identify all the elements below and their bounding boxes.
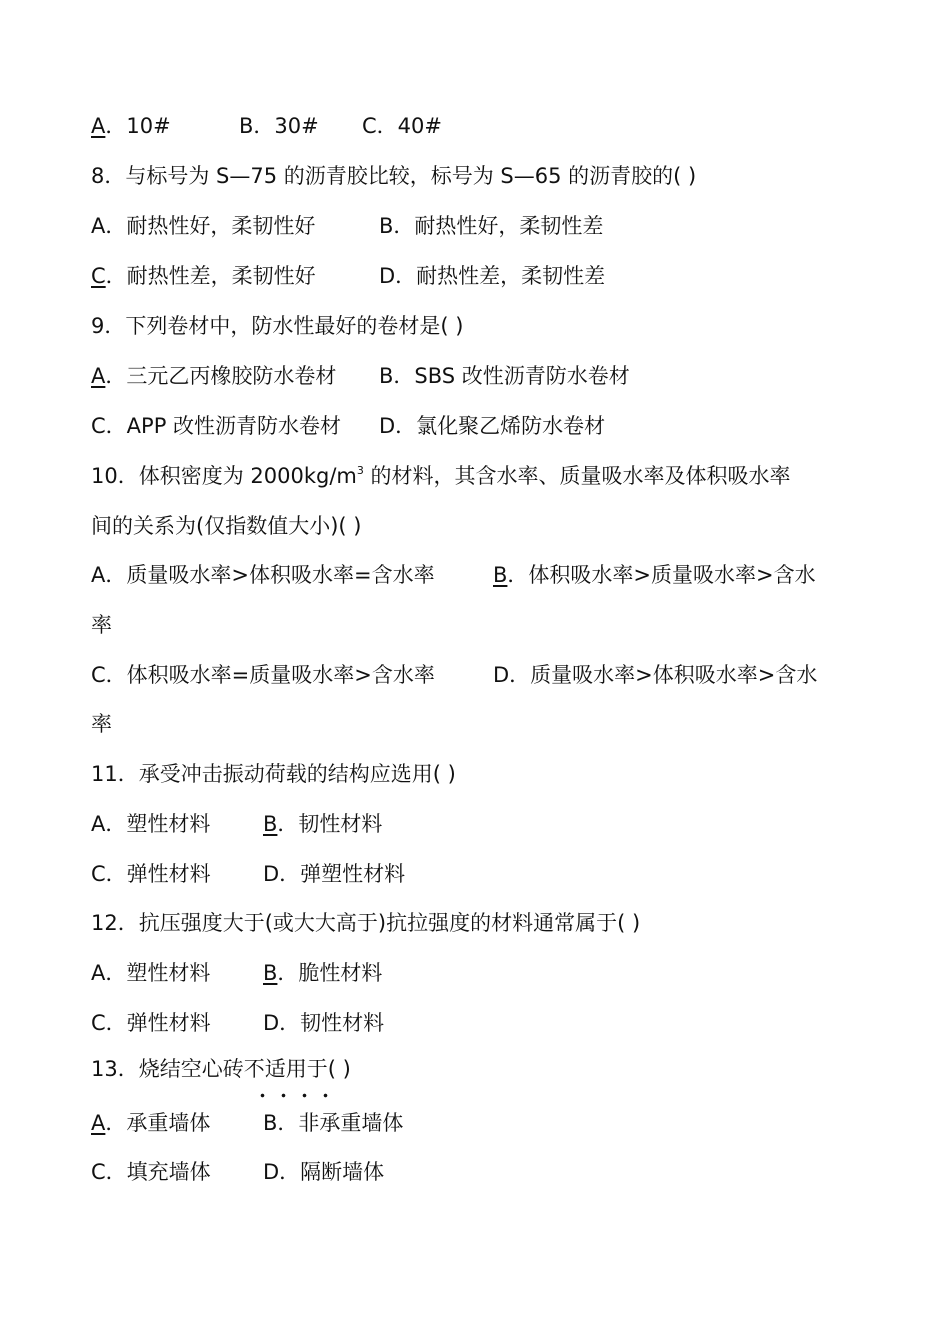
q11-option-c: C．弹性材料 <box>91 862 211 886</box>
q8-option-a: A．耐热性好，柔韧性好 <box>91 214 316 238</box>
q7-answer-letter: A <box>91 114 106 138</box>
q7-option-a: A．10# <box>91 114 171 138</box>
q10-option-d-wrap: 率 <box>91 712 112 736</box>
q9-option-b: B．SBS 改性沥青防水卷材 <box>379 364 630 388</box>
q11-options-ab <box>91 807 383 841</box>
q12-option-c: C．弹性材料 <box>91 1011 211 1035</box>
q10-option-b: B．体积吸水率>质量吸水率>含水 <box>493 563 816 587</box>
q13-stem: 13．烧结空心砖不适用于( ) <box>91 1052 351 1086</box>
q8-options-cd <box>91 259 606 293</box>
q10-stem: 10．体积密度为 $2000kg/m^3$ 的材料，其含水率、质量吸水率及体积吸水率 <box>91 464 791 488</box>
q10-stem-line2: 间的关系为(仅指数值大小)( ) <box>91 514 362 538</box>
q12-options-cd <box>91 1006 385 1040</box>
q9-answer-letter: A <box>91 364 106 388</box>
q10-option-d: D．质量吸水率>体积吸水率>含水 <box>493 663 818 687</box>
q13-options-ab <box>91 1106 404 1140</box>
q12-option-b: B．脆性材料 <box>263 961 383 985</box>
q11-answer-letter: B <box>263 812 278 836</box>
q9-options-cd <box>91 409 606 443</box>
q11-option-b: B．韧性材料 <box>263 812 383 836</box>
q8-stem: 8．与标号为 S—75 的沥青胶比较，标号为 S—65 的沥青胶的( ) <box>91 164 697 188</box>
q9-option-a: A．三元乙丙橡胶防水卷材 <box>91 364 337 388</box>
q13-options-cd <box>91 1155 385 1189</box>
q9-options-ab <box>91 359 630 393</box>
q8-answer-letter: C <box>91 264 106 288</box>
q13-answer-letter: A <box>91 1111 106 1135</box>
q13-option-d: D．隔断墙体 <box>263 1160 385 1184</box>
q13-option-b: B．非承重墙体 <box>263 1111 404 1135</box>
q10-option-b-wrap: 率 <box>91 613 112 637</box>
q9-option-c: C．APP 改性沥青防水卷材 <box>91 414 342 438</box>
q11-stem: 11．承受冲击振动荷载的结构应选用( ) <box>91 762 456 786</box>
q9-stem: 9．下列卷材中，防水性最好的卷材是( ) <box>91 314 464 338</box>
q10-options-ab <box>91 558 816 592</box>
q10-option-a: A．质量吸水率>体积吸水率=含水率 <box>91 563 435 587</box>
q7-option-c: C．40# <box>362 114 442 138</box>
q12-options-ab <box>91 956 383 990</box>
q9-option-d: D．氯化聚乙烯防水卷材 <box>379 414 606 438</box>
q12-option-d: D．韧性材料 <box>263 1011 385 1035</box>
q8-option-b: B．耐热性好，柔韧性差 <box>379 214 604 238</box>
q8-options-ab <box>91 209 604 243</box>
q10-option-c: C．体积吸水率=质量吸水率>含水率 <box>91 663 435 687</box>
q8-option-d: D．耐热性差，柔韧性差 <box>379 264 606 288</box>
q7-option-b: B．30# <box>239 114 319 138</box>
q8-option-c: C．耐热性差，柔韧性好 <box>91 264 316 288</box>
q12-stem: 12．抗压强度大于(或大大高于)抗拉强度的材料通常属于( ) <box>91 911 641 935</box>
q10-options-cd <box>91 658 818 692</box>
q12-answer-letter: B <box>263 961 278 985</box>
q12-option-a: A．塑性材料 <box>91 961 211 985</box>
q11-option-d: D．弹塑性材料 <box>263 862 406 886</box>
q11-option-a: A．塑性材料 <box>91 812 211 836</box>
q13-emphasis-dots: 不适用于 <box>244 1052 328 1086</box>
q11-options-cd <box>91 857 406 891</box>
q10-answer-letter: B <box>493 563 508 587</box>
q7-options <box>91 109 442 143</box>
q13-option-c: C．填充墙体 <box>91 1160 211 1184</box>
q13-option-a: A．承重墙体 <box>91 1111 211 1135</box>
